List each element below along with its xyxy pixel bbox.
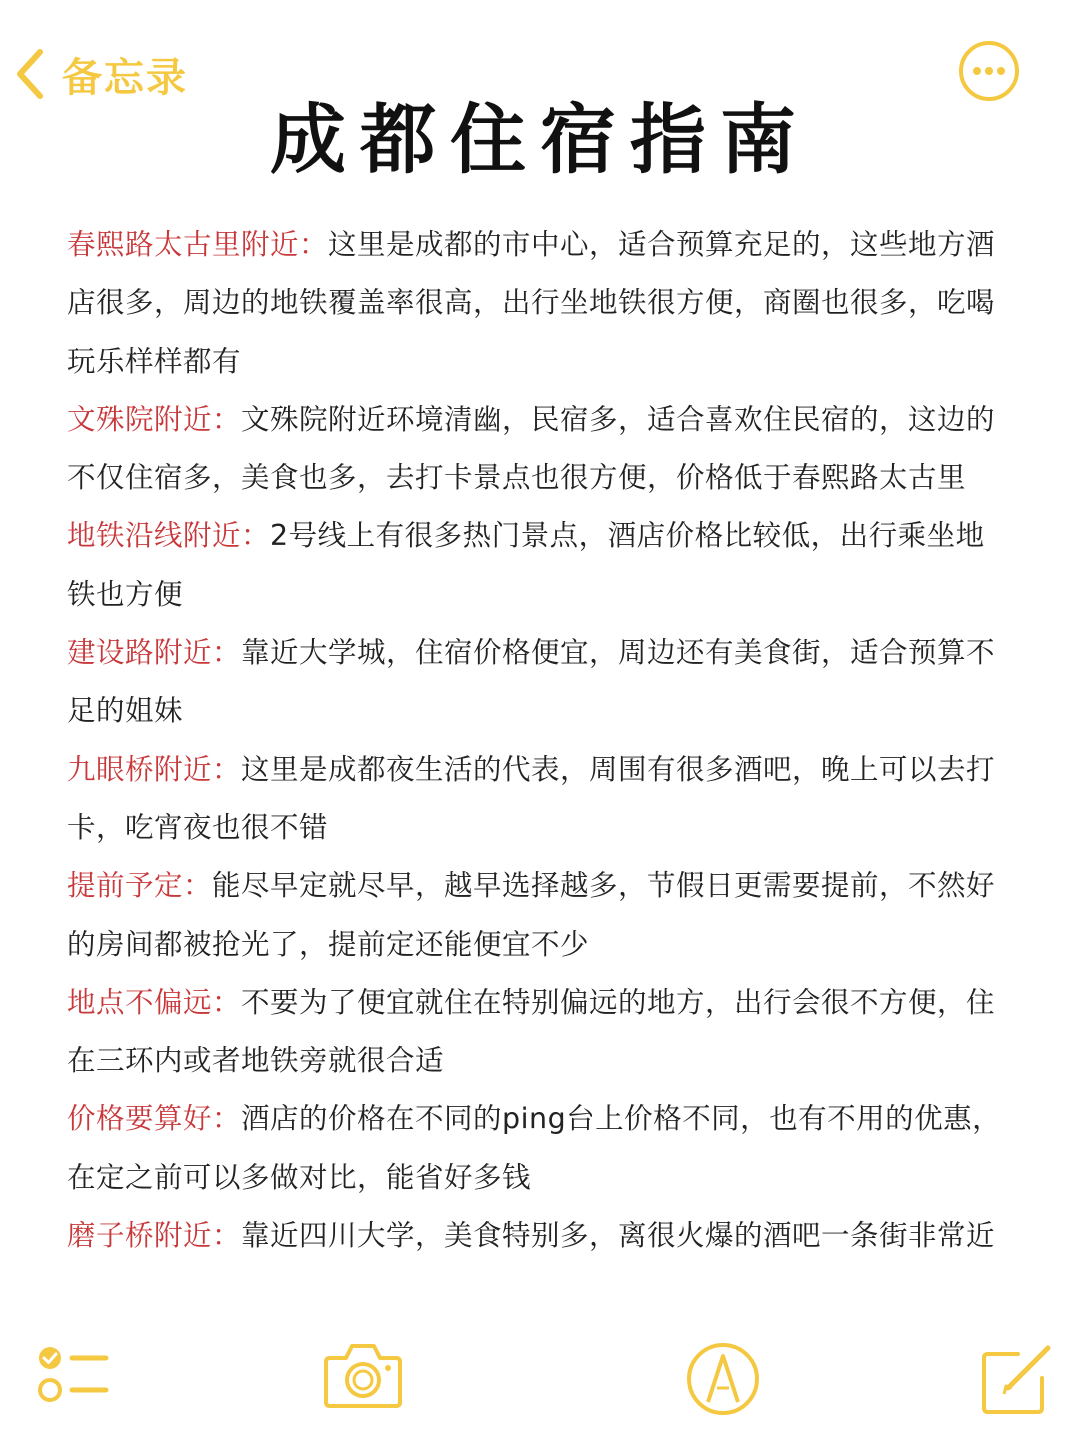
entry-text: 不要为了便宜就住在特别偏远的地方，出行会很不方便，住在三环内或者地铁旁就很合适 [67,985,996,1078]
entry-text: 靠近四川大学，美食特别多，离很火爆的酒吧一条街非常近 [241,1219,996,1253]
camera-icon [322,1340,404,1412]
entry-text: 文殊院附近环境清幽，民宿多，适合喜欢住民宿的，这边的不仅住宿多，美食也多，去打卡景点也很方便，价格低于春熙路太古里 [67,402,996,495]
entry-heading: 建设路附近： [67,636,242,670]
entry-text: 2号线上有很多热门景点，酒店价格比较低，出行乘坐地铁也方便 [67,519,985,611]
entry-text: 靠近大学城，住宿价格便宜，周边还有美食街，适合预算不足的姐妹 [67,636,996,728]
entry-heading: 文殊院附近： [67,402,242,436]
entry-heading: 地铁沿线附近： [67,519,271,553]
entry-text: 能尽早定就尽早，越早选择越多，节假日更需要提前，不然好的房间都被抢光了，提前定还能便宜不少 [67,869,996,961]
note-entry [67,624,1007,741]
note-entry [67,1090,1007,1207]
entry-heading: 提前予定： [67,869,213,903]
note-entry [67,507,1007,624]
checklist-icon [36,1344,110,1406]
entry-text: 这里是成都的市中心，适合预算充足的，这些地方酒店很多，周边的地铁覆盖率很高，出行坐地铁很方便，商圈也很多，吃喝玩乐样样都有 [67,228,996,378]
entry-heading: 磨子桥附近： [67,1219,242,1253]
note-entry [67,974,1007,1091]
back-label: 备忘录 [62,54,188,101]
entry-heading: 九眼桥附近： [67,752,242,786]
entry-heading: 地点不偏远： [67,985,242,1019]
note-title: 成都住宿指南 [270,95,810,184]
note-entry [67,857,1007,974]
note-entry [67,741,1007,858]
pen-tip-icon [684,1340,762,1418]
markup-button[interactable] [684,1340,762,1418]
entry-text: 酒店的价格在不同的ping台上价格不同，也有不用的优惠，在定之前可以多做对比，能省好多钱 [67,1102,1002,1194]
checklist-button[interactable] [36,1344,110,1406]
compose-button[interactable] [978,1342,1056,1418]
entry-heading: 春熙路太古里附近： [67,228,329,261]
entry-heading: 价格要算好： [67,1102,242,1136]
note-entry [67,391,1007,508]
camera-button[interactable] [322,1340,404,1412]
note-body[interactable] [67,216,1007,1265]
compose-icon [978,1342,1056,1418]
note-entry [67,216,1007,391]
entry-text: 这里是成都夜生活的代表，周围有很多酒吧，晚上可以去打卡，吃宵夜也很不错 [67,752,996,844]
note-entry [67,1207,1007,1265]
